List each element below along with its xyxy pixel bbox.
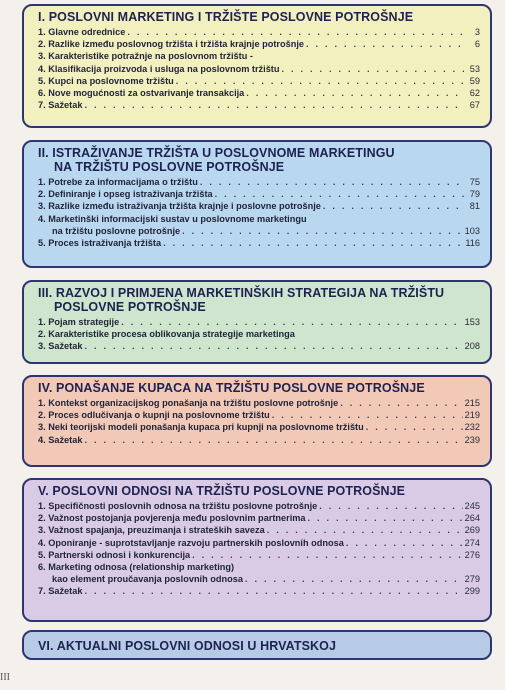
toc-entry[interactable]: 4. Marketinški informacijski sustav u poslovnome marketingu [38, 213, 307, 224]
toc-entry-continuation[interactable]: kao element proučavanja poslovnih odnosa . . . 279 [38, 573, 480, 585]
chapter-title: III. RAZVOJ I PRIMJENA MARKETINŠKIH STRATEGIJA NA TRŽIŠTU POSLOVNE POTROŠNJE [38, 286, 445, 314]
toc-entry[interactable]: 2. Proces odlučivanja o kupnji na poslovnome tržištu . . . 219 [38, 409, 480, 421]
toc-entry[interactable]: 1. Pojam strategije . . . 153 [38, 316, 480, 328]
toc-entry[interactable]: 1. Kontekst organizacijskog ponašanja na tržištu poslovne potrošnje . . . 215 [38, 397, 480, 409]
chapter-items [38, 500, 480, 598]
toc-entry[interactable]: 2. Razlike između poslovnog tržišta i tržišta krajnje potrošnje . . . 6 [38, 38, 480, 50]
chapter-4-box [22, 375, 492, 467]
toc-entry[interactable]: 5. Proces istraživanja tržišta . . . 116 [38, 237, 480, 249]
toc-entry[interactable]: 5. Kupci na poslovnome tržištu . . . 59 [38, 75, 480, 87]
chapter-title: V. POSLOVNI ODNOSI NA TRŽIŠTU POSLOVNE POTROŠNJE [38, 484, 406, 498]
toc-entry[interactable]: 7. Sažetak . . . 299 [38, 585, 480, 597]
toc-entry[interactable]: 2. Važnost postojanja povjerenja među poslovnim partnerima . . . 264 [38, 512, 480, 524]
toc-entry[interactable]: 6. Nove mogućnosti za ostvarivanje transakcija . . . 62 [38, 87, 480, 99]
chapter-items [38, 176, 480, 249]
chapter-title[interactable]: VI. AKTUALNI POSLOVNI ODNOSI U HRVATSKOJ [38, 639, 337, 653]
toc-entry[interactable]: 1. Specifičnosti poslovnih odnosa na tržištu poslovne potrošnje . . . 245 [38, 500, 480, 512]
chapter-5-box [22, 478, 492, 622]
chapter-items [38, 26, 480, 111]
toc-entry[interactable]: 2. Definiranje i opseg istraživanja tržišta . . . 79 [38, 188, 480, 200]
chapter-items [38, 316, 480, 353]
toc-entry[interactable]: 2. Karakteristike procesa oblikovanja strategije marketinga [38, 329, 295, 340]
toc-entry[interactable]: 3. Karakteristike potražnje na poslovnom tržištu - [38, 51, 253, 62]
page-number: III [0, 672, 10, 683]
chapter-title: IV. PONAŠANJE KUPACA NA TRŽIŠTU POSLOVNE POTROŠNJE [38, 381, 425, 395]
toc-entry[interactable]: 4. Klasifikacija proizvoda i usluga na poslovnom tržištu . . . 53 [38, 63, 480, 75]
toc-entry[interactable]: 5. Partnerski odnosi i konkurencija . . . 276 [38, 549, 480, 561]
toc-entry[interactable]: 6. Marketing odnosa (relationship marketing) [38, 562, 235, 573]
toc-entry[interactable]: 1. Glavne odrednice . . . 3 [38, 26, 480, 38]
toc-entry[interactable]: 3. Neki teorijski modeli ponašanja kupaca pri kupnji na poslovnome tržištu . . . 232 [38, 421, 480, 433]
toc-entry[interactable]: 3. Važnost spajanja, preuzimanja i strateških saveza . . . 269 [38, 524, 480, 536]
toc-entry[interactable]: 7. Sažetak . . . 67 [38, 99, 480, 111]
chapter-title: I. POSLOVNI MARKETING I TRŽIŠTE POSLOVNE POTROŠNJE [38, 10, 414, 24]
chapter-3-box [22, 280, 492, 364]
toc-entry[interactable]: 4. Sažetak . . . 239 [38, 434, 480, 446]
chapter-items [38, 397, 480, 446]
chapter-title: II. ISTRAŽIVANJE TRŽIŠTA U POSLOVNOME MARKETINGU NA TRŽIŠTU POSLOVNE POTROŠNJE [38, 146, 395, 174]
chapter-2-box [22, 140, 492, 268]
chapter-6-box [22, 630, 492, 660]
toc-entry-continuation[interactable]: na tržištu poslovne potrošnje . . . 103 [38, 225, 480, 237]
toc-entry[interactable]: 4. Oponiranje - suprotstavljanje razvoju partnerskih poslovnih odnosa . . . 274 [38, 537, 480, 549]
toc-entry[interactable]: 3. Sažetak . . . 208 [38, 340, 480, 352]
toc-entry[interactable]: 1. Potrebe za informacijama o tržištu . . . 75 [38, 176, 480, 188]
chapter-1-box [22, 4, 492, 128]
toc-entry[interactable]: 3. Razlike između istraživanja tržišta krajnje i poslovne potrošnje . . . 81 [38, 200, 480, 212]
